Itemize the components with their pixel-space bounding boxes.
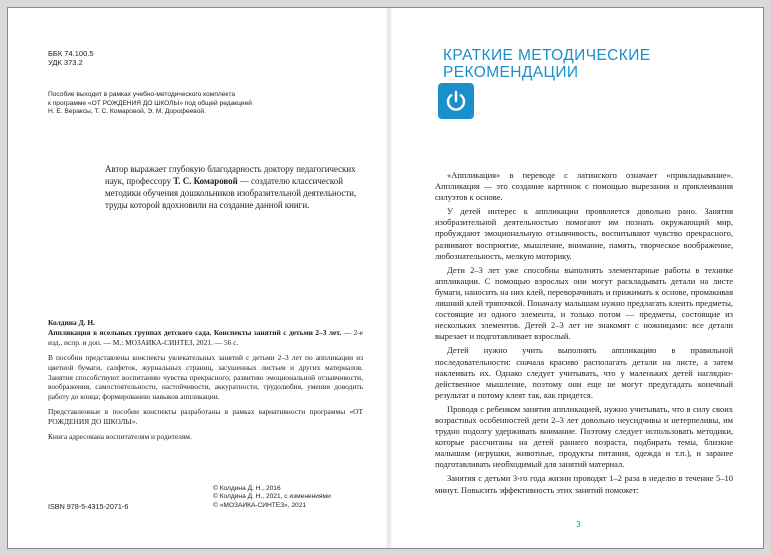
paragraph: Дети 2–3 лет уже способны выполнять элементарные работы в технике аппликации. С помощью взрослых они могут раскладывать детали на листе бумаги, наносить на них клей, переворачивать и прижимать к основе, промакивая лишний клей тряпочкой. Поначалу малышам нужно предлагать клеить предметы, состоящие из одного элемента, и только потом — предметы, состоящие из нескольких элементов. Детей 2–3 лет не знакомят с ножницами: все детали вырезает и подготавливает взрослый. — [435, 264, 733, 342]
section-title — [443, 47, 743, 81]
gratitude-name: Т. С. Комаровой — [173, 176, 238, 186]
biblio-annotation: В пособии представлены конспекты увлекательных занятий с детьми 2–3 лет по аппликации из цветной бумаги, салфеток, журнальных страниц, засушенных листьев и других материалов. Занятия способствуют воспитанию чувства прекрасного; развитию эмоциональной отзывчивости, воображения, самостоятельности, настойчивости, аккуратности, трудолюбия, умения доводить работу до конца; формированию навыков аппликации. — [48, 352, 363, 402]
section-title-line: РЕКОМЕНДАЦИИ — [443, 64, 579, 81]
series-note-line: Н. Е. Вераксы, Т. С. Комаровой, Э. М. Дорофеевой. — [48, 108, 206, 116]
series-note-line: Пособие выходит в рамках учебно-методического комплекта — [48, 91, 235, 98]
gratitude-before: Автор выражает глубокую благодарность доктору педагогических наук, профессору — [105, 164, 356, 186]
isbn: ISBN 978-5-4315-2071-6 — [48, 502, 129, 511]
gratitude-text — [105, 163, 357, 211]
left-page — [8, 8, 386, 548]
copyright-line: © Колдина Д. Н., 2016 — [213, 485, 281, 492]
section-title-line: КРАТКИЕ МЕТОДИЧЕСКИЕ — [443, 47, 651, 64]
biblio-author: Колдина Д. Н. — [48, 318, 95, 327]
paragraph: Проводя с ребенком занятия аппликацией, нужно учитывать, что в силу своих возрастных особенностей дети 2–3 лет довольно неусидчивы и нетерпеливы, им трудно подолгу удерживать внимание. Поэтому следует использовать методики, которые рассчитаны на детей раннего возраста, подбирать темы, близкие малышам (игрушки, животные, продукты питания, одежда и т.п.), и заранее подготавливать необходимый для занятий материал. — [435, 403, 733, 470]
paragraph: Детей нужно учить выполнять аппликацию в правильной последовательности: сначала красиво располагать детали на листе, а затем наклеивать их. Однако следует учитывать, что у маленьких детей наглядно-действенное мышление, поэтому они еще не могут предугадать конечный результат и потому клеят так, как придется. — [435, 345, 733, 400]
paragraph: «Аппликация» в переводе с латинского означает «прикладывание». Аппликация — это создание картинок с помощью вырезания и приклеивания силуэтов к основе. — [435, 170, 733, 203]
series-note-line: к программе «ОТ РОЖДЕНИЯ ДО ШКОЛЫ» под общей редакцией — [48, 99, 252, 107]
biblio-title: Аппликация в ясельных группах детского сада. Конспекты занятий с детьми 2–3 лет. — [48, 327, 342, 337]
classification-codes — [48, 49, 94, 67]
bbk-code: ББК 74.100.5 — [48, 49, 94, 58]
biblio-audience: Книга адресована воспитателям и родителям. — [48, 432, 192, 442]
copyright-line: © «МОЗАИКА-СИНТЕЗ», 2021 — [213, 501, 307, 509]
book-spread — [7, 7, 764, 549]
power-icon — [444, 89, 468, 113]
series-note — [48, 91, 348, 117]
biblio-title-block — [48, 328, 363, 348]
biblio-imprint: — 2-е изд., испр. и доп. — М.: МОЗАИКА-СИНТЕЗ, 2021. — 56 с. — [48, 327, 363, 347]
section-icon-box — [438, 83, 474, 119]
bibliographic-record — [48, 318, 363, 442]
paragraph: Занятия с детьми 3-го года жизни проводят 1–2 раза в неделю в течение 5–10 минут. Повысить эффективность этих занятий поможет: — [435, 473, 733, 495]
paragraph: У детей интерес к аппликации проявляется довольно рано. Занятия изобразительной деятельностью помогают им познать окружающий мир, пробуждают эмоциональную отзывчивость, воспитывают чувство прекрасного, развивают восприятие, мышление, внимание, память, творческое воображение, любознательность, мелкую моторику. — [435, 206, 733, 261]
page-number: 3 — [576, 520, 581, 529]
udk-code: УДК 373.2 — [48, 58, 83, 67]
copyright-block — [213, 485, 331, 510]
gratitude-after: — создателю классической методики обучения дошкольников изобразительной деятельности, труды которой вдохновили на создание данной книги. — [105, 176, 357, 210]
body-text — [435, 170, 733, 499]
biblio-program-note: Представленные в пособии конспекты разработаны в рамках вариативности программы «ОТ РОЖДЕНИЯ ДО ШКОЛЫ». — [48, 407, 363, 427]
copyright-line: © Колдина Д. Н., 2021, с изменениями — [213, 493, 331, 501]
book-gutter — [385, 8, 393, 548]
right-page — [393, 8, 764, 548]
